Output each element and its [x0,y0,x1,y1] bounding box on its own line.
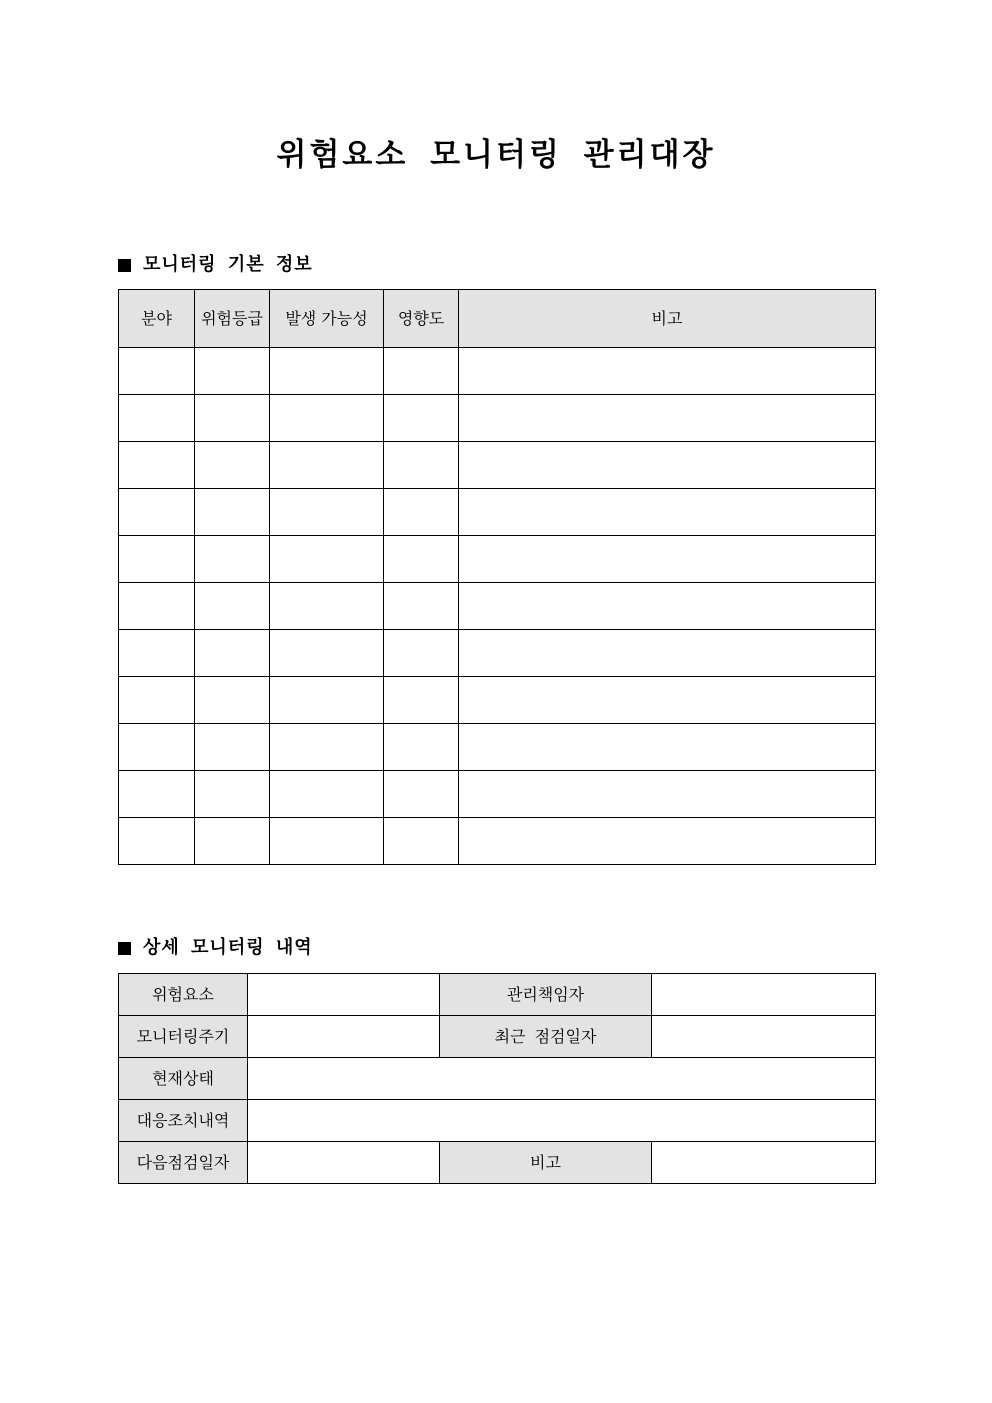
column-header-risk-grade: 위험등급 [195,290,270,348]
risk-grade-cell[interactable] [195,489,270,536]
square-bullet-icon [118,259,131,272]
current-status-value[interactable] [248,1058,876,1100]
table-row [119,1058,876,1100]
impact-cell[interactable] [384,724,459,771]
field-cell[interactable] [119,583,195,630]
impact-cell[interactable] [384,489,459,536]
likelihood-cell[interactable] [270,724,384,771]
monitoring-cycle-label: 모니터링주기 [119,1016,248,1058]
monitoring-cycle-value[interactable] [248,1016,440,1058]
table-row [119,630,876,677]
next-check-date-value[interactable] [248,1142,440,1184]
table-row [119,395,876,442]
remarks-cell[interactable] [459,489,876,536]
risk-grade-cell[interactable] [195,818,270,865]
field-cell[interactable] [119,395,195,442]
table-header-row [119,290,876,348]
table-row [119,583,876,630]
last-check-date-label: 최근 점검일자 [440,1016,652,1058]
section-heading-basic-info [118,252,313,278]
field-cell[interactable] [119,442,195,489]
remarks-cell[interactable] [459,818,876,865]
section-heading-label: 모니터링 기본 정보 [143,254,313,275]
risk-grade-cell[interactable] [195,348,270,395]
risk-factor-label: 위험요소 [119,974,248,1016]
basic-info-table [118,289,876,865]
remarks-cell[interactable] [459,583,876,630]
section-heading-label: 상세 모니터링 내역 [143,937,313,958]
table-row [119,1016,876,1058]
risk-grade-cell[interactable] [195,583,270,630]
impact-cell[interactable] [384,348,459,395]
likelihood-cell[interactable] [270,771,384,818]
column-header-likelihood: 발생 가능성 [270,290,384,348]
risk-grade-cell[interactable] [195,724,270,771]
remarks-value[interactable] [652,1142,876,1184]
field-cell[interactable] [119,818,195,865]
impact-cell[interactable] [384,395,459,442]
field-cell[interactable] [119,348,195,395]
table-row [119,724,876,771]
action-history-value[interactable] [248,1100,876,1142]
risk-grade-cell[interactable] [195,395,270,442]
detail-table [118,973,876,1184]
column-header-remarks: 비고 [459,290,876,348]
risk-grade-cell[interactable] [195,630,270,677]
likelihood-cell[interactable] [270,583,384,630]
impact-cell[interactable] [384,677,459,724]
table-row [119,536,876,583]
remarks-cell[interactable] [459,677,876,724]
field-cell[interactable] [119,677,195,724]
basic-info-table-body [119,348,876,865]
table-row [119,974,876,1016]
risk-grade-cell[interactable] [195,442,270,489]
remarks-label: 비고 [440,1142,652,1184]
field-cell[interactable] [119,489,195,536]
remarks-cell[interactable] [459,724,876,771]
risk-factor-value[interactable] [248,974,440,1016]
likelihood-cell[interactable] [270,395,384,442]
likelihood-cell[interactable] [270,536,384,583]
remarks-cell[interactable] [459,771,876,818]
impact-cell[interactable] [384,818,459,865]
remarks-cell[interactable] [459,395,876,442]
likelihood-cell[interactable] [270,489,384,536]
manager-value[interactable] [652,974,876,1016]
column-header-impact: 영향도 [384,290,459,348]
column-header-field: 분야 [119,290,195,348]
field-cell[interactable] [119,771,195,818]
manager-label: 관리책임자 [440,974,652,1016]
impact-cell[interactable] [384,442,459,489]
table-row [119,1142,876,1184]
last-check-date-value[interactable] [652,1016,876,1058]
table-row [119,771,876,818]
table-row [119,489,876,536]
remarks-cell[interactable] [459,630,876,677]
likelihood-cell[interactable] [270,630,384,677]
next-check-date-label: 다음점검일자 [119,1142,248,1184]
square-bullet-icon [118,942,131,955]
field-cell[interactable] [119,630,195,677]
table-row [119,677,876,724]
table-row [119,818,876,865]
table-row [119,1100,876,1142]
field-cell[interactable] [119,724,195,771]
remarks-cell[interactable] [459,442,876,489]
likelihood-cell[interactable] [270,348,384,395]
field-cell[interactable] [119,536,195,583]
impact-cell[interactable] [384,771,459,818]
impact-cell[interactable] [384,583,459,630]
section-heading-detail [118,935,313,961]
likelihood-cell[interactable] [270,677,384,724]
table-row [119,442,876,489]
remarks-cell[interactable] [459,348,876,395]
risk-grade-cell[interactable] [195,536,270,583]
current-status-label: 현재상태 [119,1058,248,1100]
table-row [119,348,876,395]
remarks-cell[interactable] [459,536,876,583]
likelihood-cell[interactable] [270,818,384,865]
risk-grade-cell[interactable] [195,677,270,724]
risk-grade-cell[interactable] [195,771,270,818]
likelihood-cell[interactable] [270,442,384,489]
document-title: 위험요소 모니터링 관리대장 [276,137,716,173]
impact-cell[interactable] [384,630,459,677]
impact-cell[interactable] [384,536,459,583]
action-history-label: 대응조치내역 [119,1100,248,1142]
